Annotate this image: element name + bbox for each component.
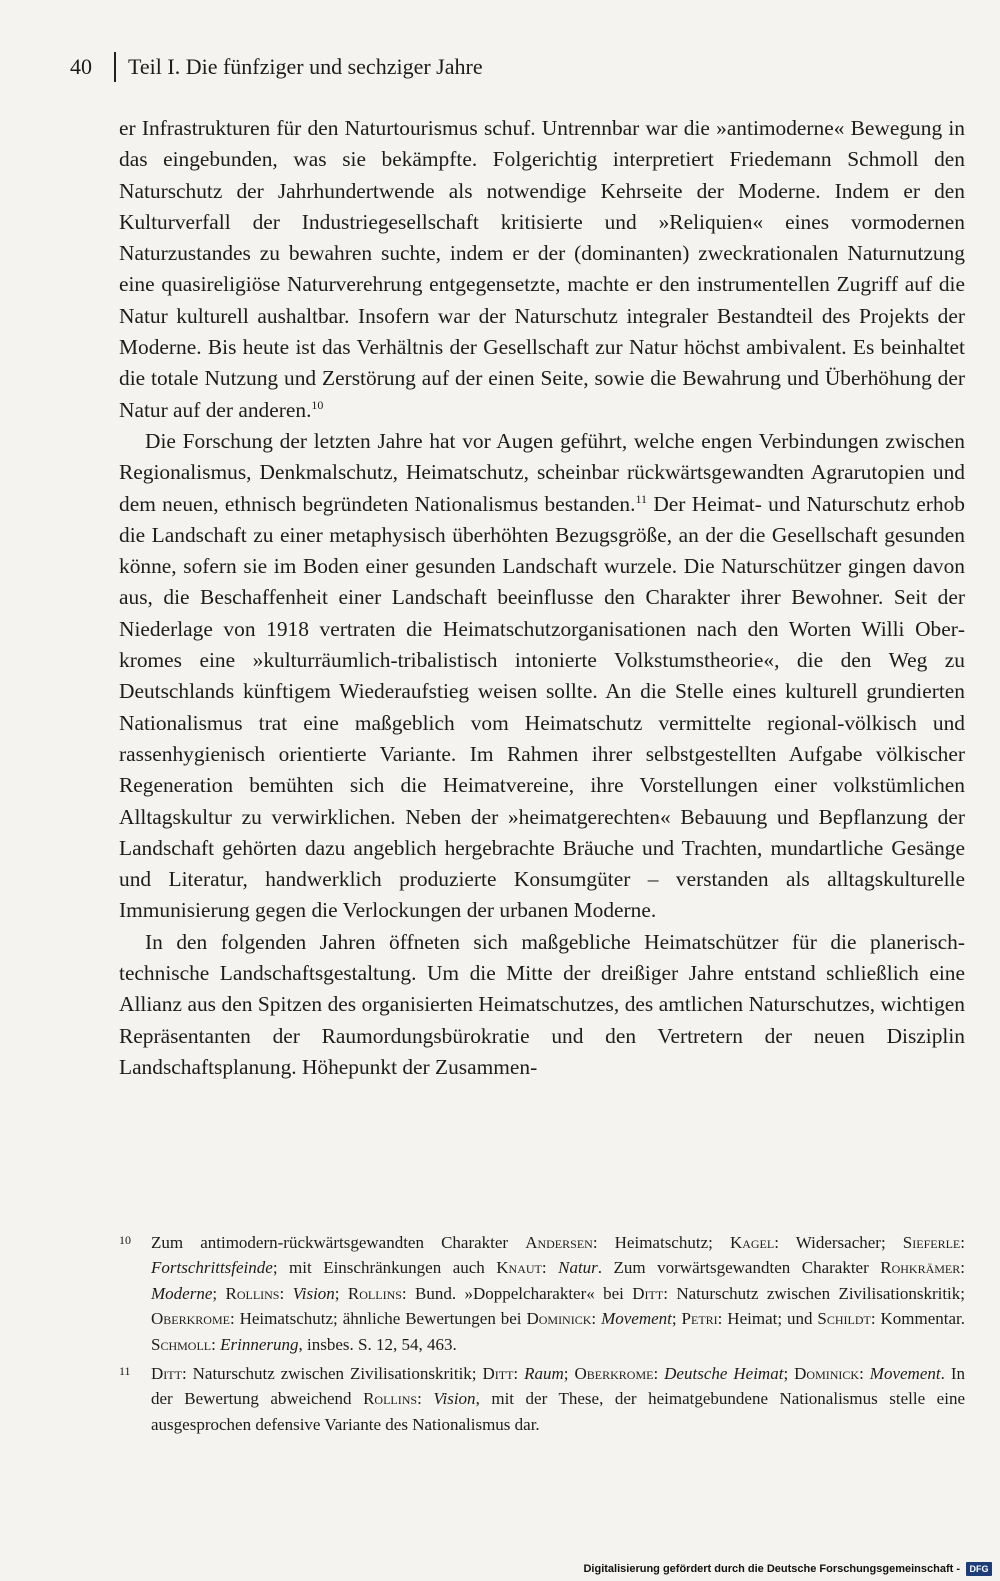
- paragraph-1: [119, 113, 965, 426]
- work-title: Raum: [524, 1364, 564, 1384]
- page-number: 40: [70, 54, 92, 79]
- footnote-text: : Bund. »Doppelcharakter« bei: [401, 1283, 633, 1303]
- footnote-number: 11: [119, 1364, 131, 1379]
- footnote-text: : Heimatschutz;: [592, 1233, 730, 1252]
- paragraph-3-text: In den folgenden Jahren öffneten sich maßgebliche Heimatschützer für die planerisch-technische Landschaftsgestaltung. Um die Mitte der dreißiger Jahre entstand schließlich eine Allianz aus den Spitzen des organisierten Heimatschutzes, des amtlichen Naturschutzes, wichtigen Repräsentanten der Raumordungsbürokratie und den Vertretern der neuen Disziplin Landschaftsplanung. Höhepunkt der Zusammen-: [119, 929, 965, 1079]
- footnote-text: :: [591, 1309, 602, 1329]
- footnote-text: ;: [563, 1364, 575, 1384]
- author-name: Kagel: [729, 1233, 775, 1252]
- author-name: Oberkrome: [151, 1309, 230, 1329]
- footnote-text: :: [417, 1389, 434, 1409]
- footnote-text: :: [513, 1364, 525, 1384]
- footnote-text: :: [653, 1364, 665, 1384]
- footnote-ref-10[interactable]: 10: [311, 397, 324, 412]
- work-title: Vision: [292, 1283, 335, 1303]
- author-name: Rollins: [363, 1389, 418, 1409]
- author-name: Ditt: [632, 1283, 664, 1303]
- footnote-text: :: [279, 1283, 293, 1303]
- author-name: Rollins: [225, 1283, 280, 1303]
- author-name: Knaut: [496, 1258, 542, 1278]
- header-divider: [114, 52, 116, 82]
- footnote-text: , insbes. S. 12, 54, 463.: [298, 1334, 457, 1354]
- footnote-text: :: [859, 1364, 870, 1384]
- author-name: Schmoll: [151, 1334, 212, 1354]
- footnote-text: : Kommentar.: [870, 1309, 966, 1329]
- author-name: Petri: [681, 1309, 718, 1329]
- footnote-text: ; mit Einschränkungen auch: [272, 1258, 497, 1278]
- footnote-text: :: [960, 1258, 965, 1278]
- author-name: Ditt: [482, 1364, 514, 1384]
- dfg-logo: DFG: [966, 1562, 992, 1576]
- work-title: Vision: [433, 1389, 476, 1409]
- work-title: Deutsche Heimat: [664, 1364, 784, 1384]
- author-name: Sieferle: [902, 1233, 961, 1252]
- author-name: Dominick: [526, 1309, 592, 1329]
- credit-text: Digitalisierung gefördert durch die Deutsche Forschungsgemeinschaft -: [583, 1563, 960, 1575]
- footnote-text: . Zum vorwärtsgewandten Charakter: [597, 1258, 881, 1278]
- work-title: Erinnerung: [220, 1334, 299, 1354]
- footnote-ref-11[interactable]: 11: [635, 491, 647, 506]
- footnote-text: :: [960, 1233, 965, 1252]
- work-title: Moderne: [151, 1283, 213, 1303]
- footnote-text: : Widersacher;: [774, 1233, 903, 1252]
- footnote-text: ;: [334, 1283, 348, 1303]
- footnote-text: : Naturschutz zwischen Zivilisationskritik;: [181, 1364, 483, 1384]
- author-name: Rollins: [347, 1283, 402, 1303]
- footnotes: [119, 1230, 965, 1441]
- author-name: Schildt: [817, 1309, 871, 1329]
- digitization-credit: [583, 1562, 992, 1576]
- work-title: Movement: [601, 1309, 672, 1329]
- footnote-text: :: [541, 1258, 559, 1278]
- paragraph-1-text: er Infrastrukturen für den Naturtourismus schuf. Untrennbar war die »antimoderne« Bewegung in das eingebunden, was sie bekämpfte. Folgerichtig interpretiert Friedemann Schmoll den Naturschutz der Jahrhundertwende als notwendige Kehrseite der Moderne. Indem er den Kulturverfall der Industriegesellschaft kritisierte und »Reliquien« eines vormodernen Naturzustandes zu bewahren suchte, indem er der (dominanten) zweckrationalen Naturnutzung eine quasireligiöse Naturverehrung entgegensetzte, machte er den instrumentellen Zugriff auf die Natur kulturell aushaltbar. Insofern war der Naturschutz integraler Bestandteil des Projekts der Moderne. Bis heute ist das Verhältnis der Gesellschaft zur Natur höchst ambivalent. Es beinhaltet die totale Nutzung und Zerstörung auf der einen Seite, sowie die Bewahrung und Überhöhung der Natur auf der anderen.: [119, 116, 965, 422]
- paragraph-2-text-a: Die Forschung der letzten Jahre hat vor Augen geführt, welche engen Verbindungen zwischen Regionalismus, Denkmalschutz, Heimatschutz, scheinbar rückwärtsgewandten Agrarutopien und dem neuen, ethnisch begründeten Nationalismus bestanden.: [119, 428, 965, 516]
- footnote-text: ;: [212, 1283, 226, 1303]
- footnote-text: ;: [671, 1309, 682, 1329]
- author-name: Andersen: [525, 1233, 593, 1252]
- footnote-text: . In der Bewertung abweichend: [151, 1364, 965, 1409]
- author-name: Oberkrome: [574, 1364, 654, 1384]
- footnote-text: : Naturschutz zwischen Zivilisationskritik;: [663, 1283, 966, 1303]
- work-title: Fortschrittsfeinde: [151, 1258, 273, 1278]
- running-title: Teil I. Die fünfziger und sechziger Jahre: [128, 54, 483, 79]
- footnote-text: ;: [783, 1364, 795, 1384]
- running-head: [70, 50, 483, 84]
- author-name: Dominick: [794, 1364, 860, 1384]
- footnote-text: , mit der These, der heimatgebundene Nationalismus stelle eine ausgesprochen defensive Variante des Nationalismus dar.: [151, 1389, 966, 1434]
- work-title: Natur: [558, 1258, 598, 1278]
- paragraph-2-text-b: Der Heimat- und Naturschutz erhob die Landschaft zu einer metaphysisch überhöhten Bezugsgröße, an der die Gesellschaft gesunden könne, sofern sie im Boden einer gesunden Landschaft wurzele. Die Naturschützer gingen davon aus, die Beschaffenheit einer Landschaft beeinflusse den Charakter ihrer Bewohner. Seit der Niederlage von 1918 vertraten die Heimatschutzorganisationen nach den Worten Willi Oberkromes eine »kulturräumlich-tribalistisch intonierte Volkstumstheorie«, die den Weg zu Deutschlands künftigem Wiederaufstieg weisen sollte. An die Stelle eines kulturell grundierten Nationalismus trat eine maßgeblich vom Heimatschutz vermittelte regional-völkisch und rassenhygienisch orientierte Variante. Im Rahmen ihrer selbstgestellten Aufgabe völkischer Regeneration bemühten sich die Heimatvereine, ihre Vorstellungen einer volkstümlichen Alltagskultur zu verwirklichen. Neben der »heimatgerechten« Bebauung und Bepflanzung der Landschaft gehörten dazu angeblich hergebrachte Bräuche und Trachten, mundartliche Gesänge und Literatur, handwerklich produzierte Konsumgüter – verstanden als alltagskulturelle Immunisierung gegen die Verlockungen der urbanen Moderne.: [119, 491, 965, 923]
- paragraph-2: [119, 426, 965, 927]
- author-name: Ditt: [151, 1364, 182, 1384]
- work-title: Movement: [869, 1364, 941, 1384]
- footnote-number: 10: [119, 1233, 131, 1247]
- footnote-text: Zum antimodern-rückwärtsgewandten Charakter: [151, 1233, 526, 1252]
- footnote-text: : Heimat; und: [717, 1309, 818, 1329]
- author-name: Rohkrämer: [880, 1258, 961, 1278]
- main-text: [119, 113, 965, 1083]
- footnote-text: :: [211, 1334, 221, 1354]
- footnote-10: [119, 1230, 965, 1357]
- paragraph-3: [119, 927, 965, 1083]
- footnote-11: [119, 1361, 965, 1437]
- footnote-text: : Heimatschutz; ähnliche Bewertungen bei: [229, 1309, 527, 1329]
